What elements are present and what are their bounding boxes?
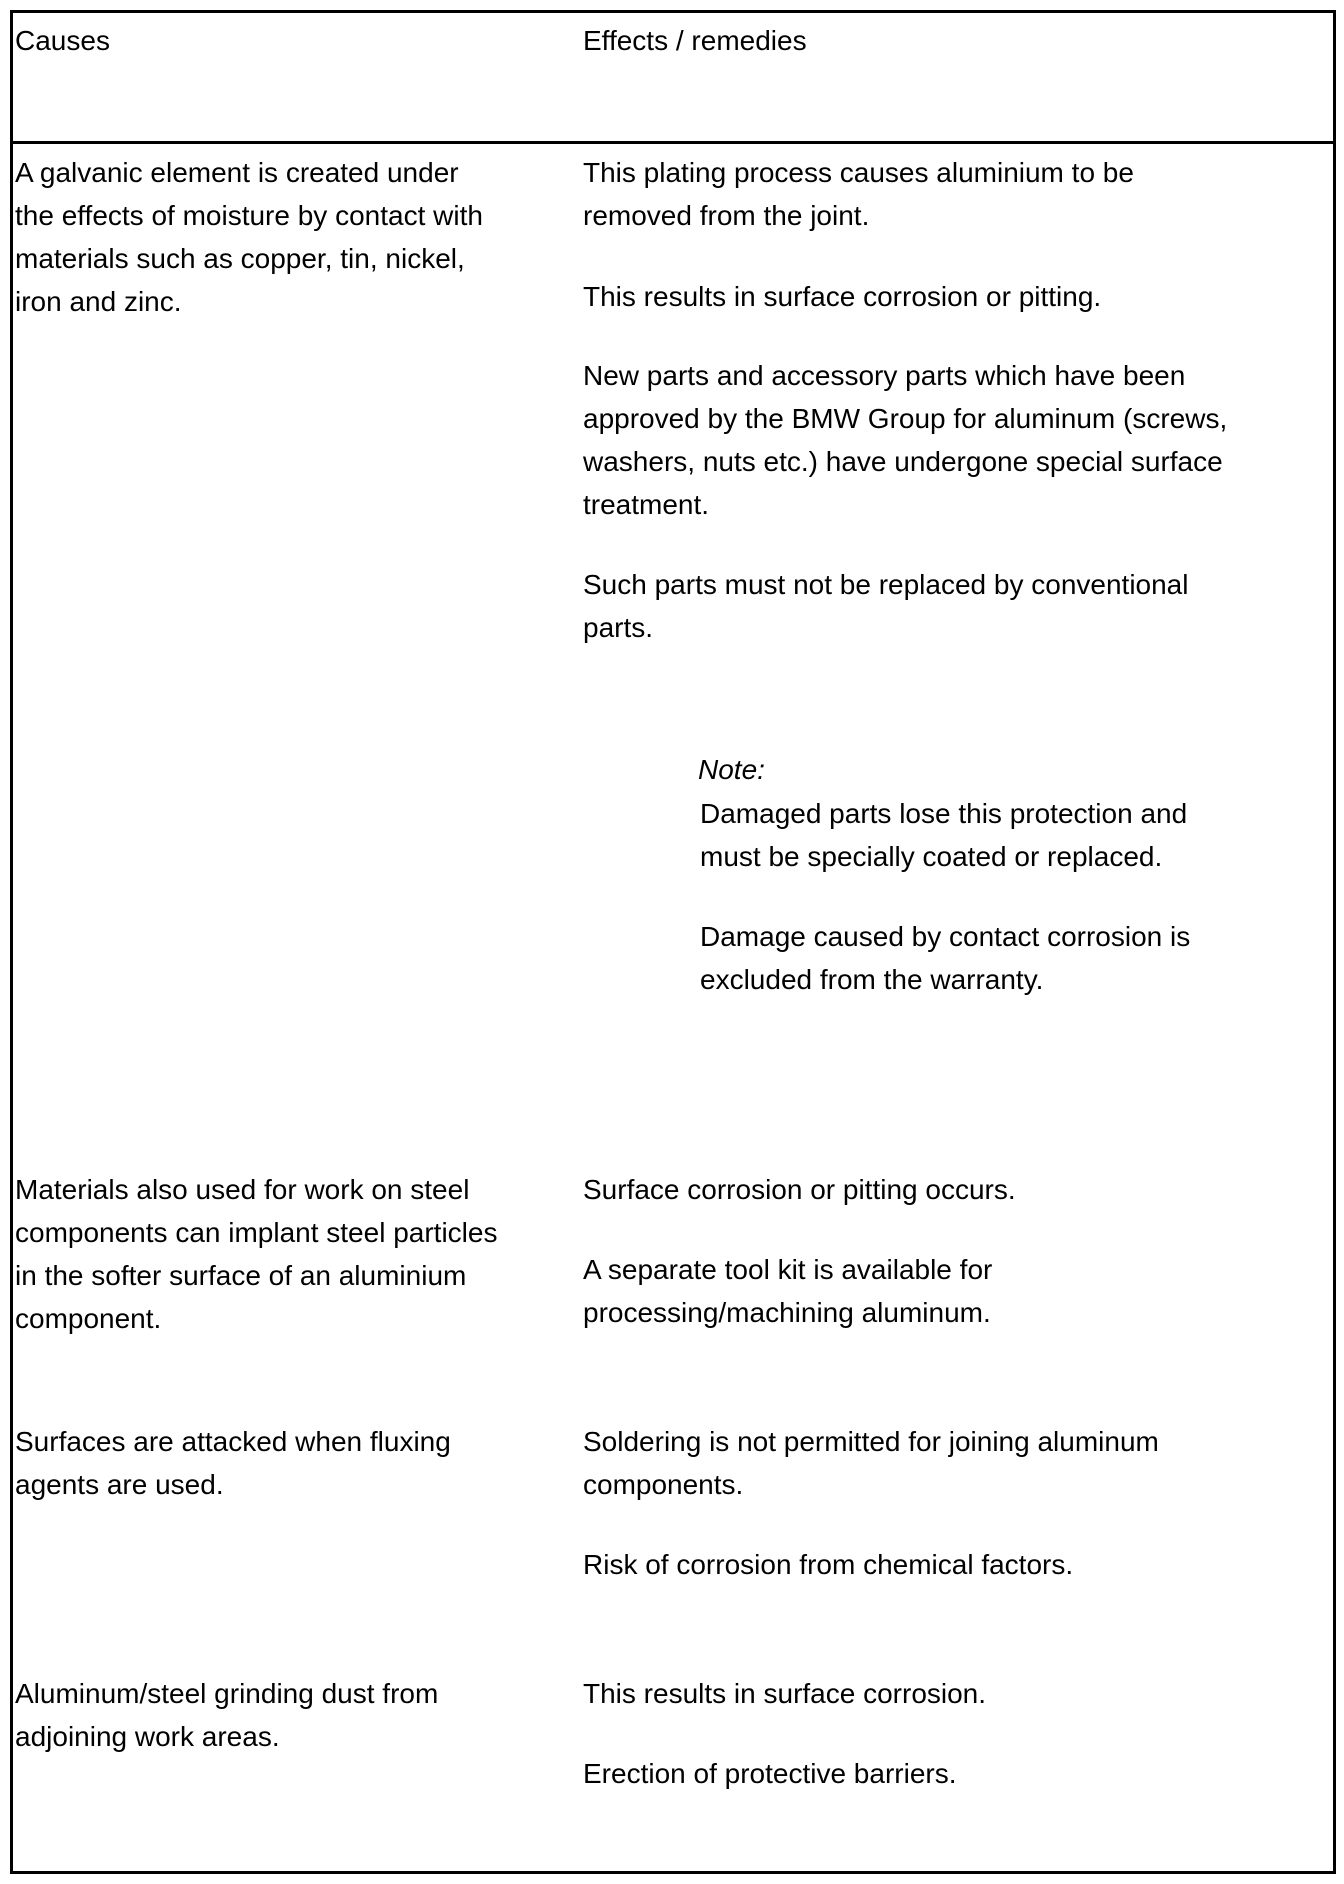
row3-cause-line2: agents are used.	[15, 1469, 224, 1500]
row2-effect2-line2: processing/machining aluminum.	[583, 1297, 991, 1328]
column-header-effects: Effects / remedies	[583, 25, 807, 56]
row2-cause-line3: in the softer surface of an aluminium	[15, 1260, 467, 1291]
header-divider	[10, 141, 1336, 144]
row2-cause-line2: components can implant steel particles	[15, 1217, 498, 1248]
row4-effect1-line1: This results in surface corrosion.	[583, 1678, 987, 1709]
row3-effect2-line1: Risk of corrosion from chemical factors.	[583, 1549, 1074, 1580]
row1-cause-line1: A galvanic element is created under	[15, 157, 459, 188]
note-para2-line1: Damage caused by contact corrosion is	[700, 921, 1191, 952]
note-para2-line2: excluded from the warranty.	[700, 964, 1044, 995]
row2-effect2-line1: A separate tool kit is available for	[583, 1254, 993, 1285]
row2-effect1-line1: Surface corrosion or pitting occurs.	[583, 1174, 1016, 1205]
note-para1-line1: Damaged parts lose this protection and	[700, 798, 1188, 829]
row4-cause-line2: adjoining work areas.	[15, 1721, 280, 1752]
row1-cause-line4: iron and zinc.	[15, 286, 182, 317]
row1-effect3-line3: washers, nuts etc.) have undergone special surface	[583, 446, 1223, 477]
row3-cause-line1: Surfaces are attacked when fluxing	[15, 1426, 451, 1457]
note-label: Note:	[698, 754, 765, 785]
row2-cause-line1: Materials also used for work on steel	[15, 1174, 470, 1205]
row4-cause-line1: Aluminum/steel grinding dust from	[15, 1678, 439, 1709]
row1-effect3-line4: treatment.	[583, 489, 710, 520]
row1-cause-line3: materials such as copper, tin, nickel,	[15, 243, 465, 274]
row1-effect1-line1: This plating process causes aluminium to be	[583, 157, 1134, 188]
note-para1-line2: must be specially coated or replaced.	[700, 841, 1163, 872]
row1-effect3-line1: New parts and accessory parts which have been	[583, 360, 1186, 391]
row1-cause-line2: the effects of moisture by contact with	[15, 200, 483, 231]
column-header-causes: Causes	[15, 25, 110, 56]
row1-effect1-line2: removed from the joint.	[583, 200, 870, 231]
row1-effect4-line2: parts.	[583, 612, 654, 643]
row1-effect2-line1: This results in surface corrosion or pitting.	[583, 281, 1102, 312]
row4-effect2-line1: Erection of protective barriers.	[583, 1758, 957, 1789]
row1-effect4-line1: Such parts must not be replaced by conventional	[583, 569, 1189, 600]
row3-effect1-line1: Soldering is not permitted for joining aluminum	[583, 1426, 1159, 1457]
row3-effect1-line2: components.	[583, 1469, 744, 1500]
row1-effect3-line2: approved by the BMW Group for aluminum (screws,	[583, 403, 1228, 434]
row2-cause-line4: component.	[15, 1303, 162, 1334]
